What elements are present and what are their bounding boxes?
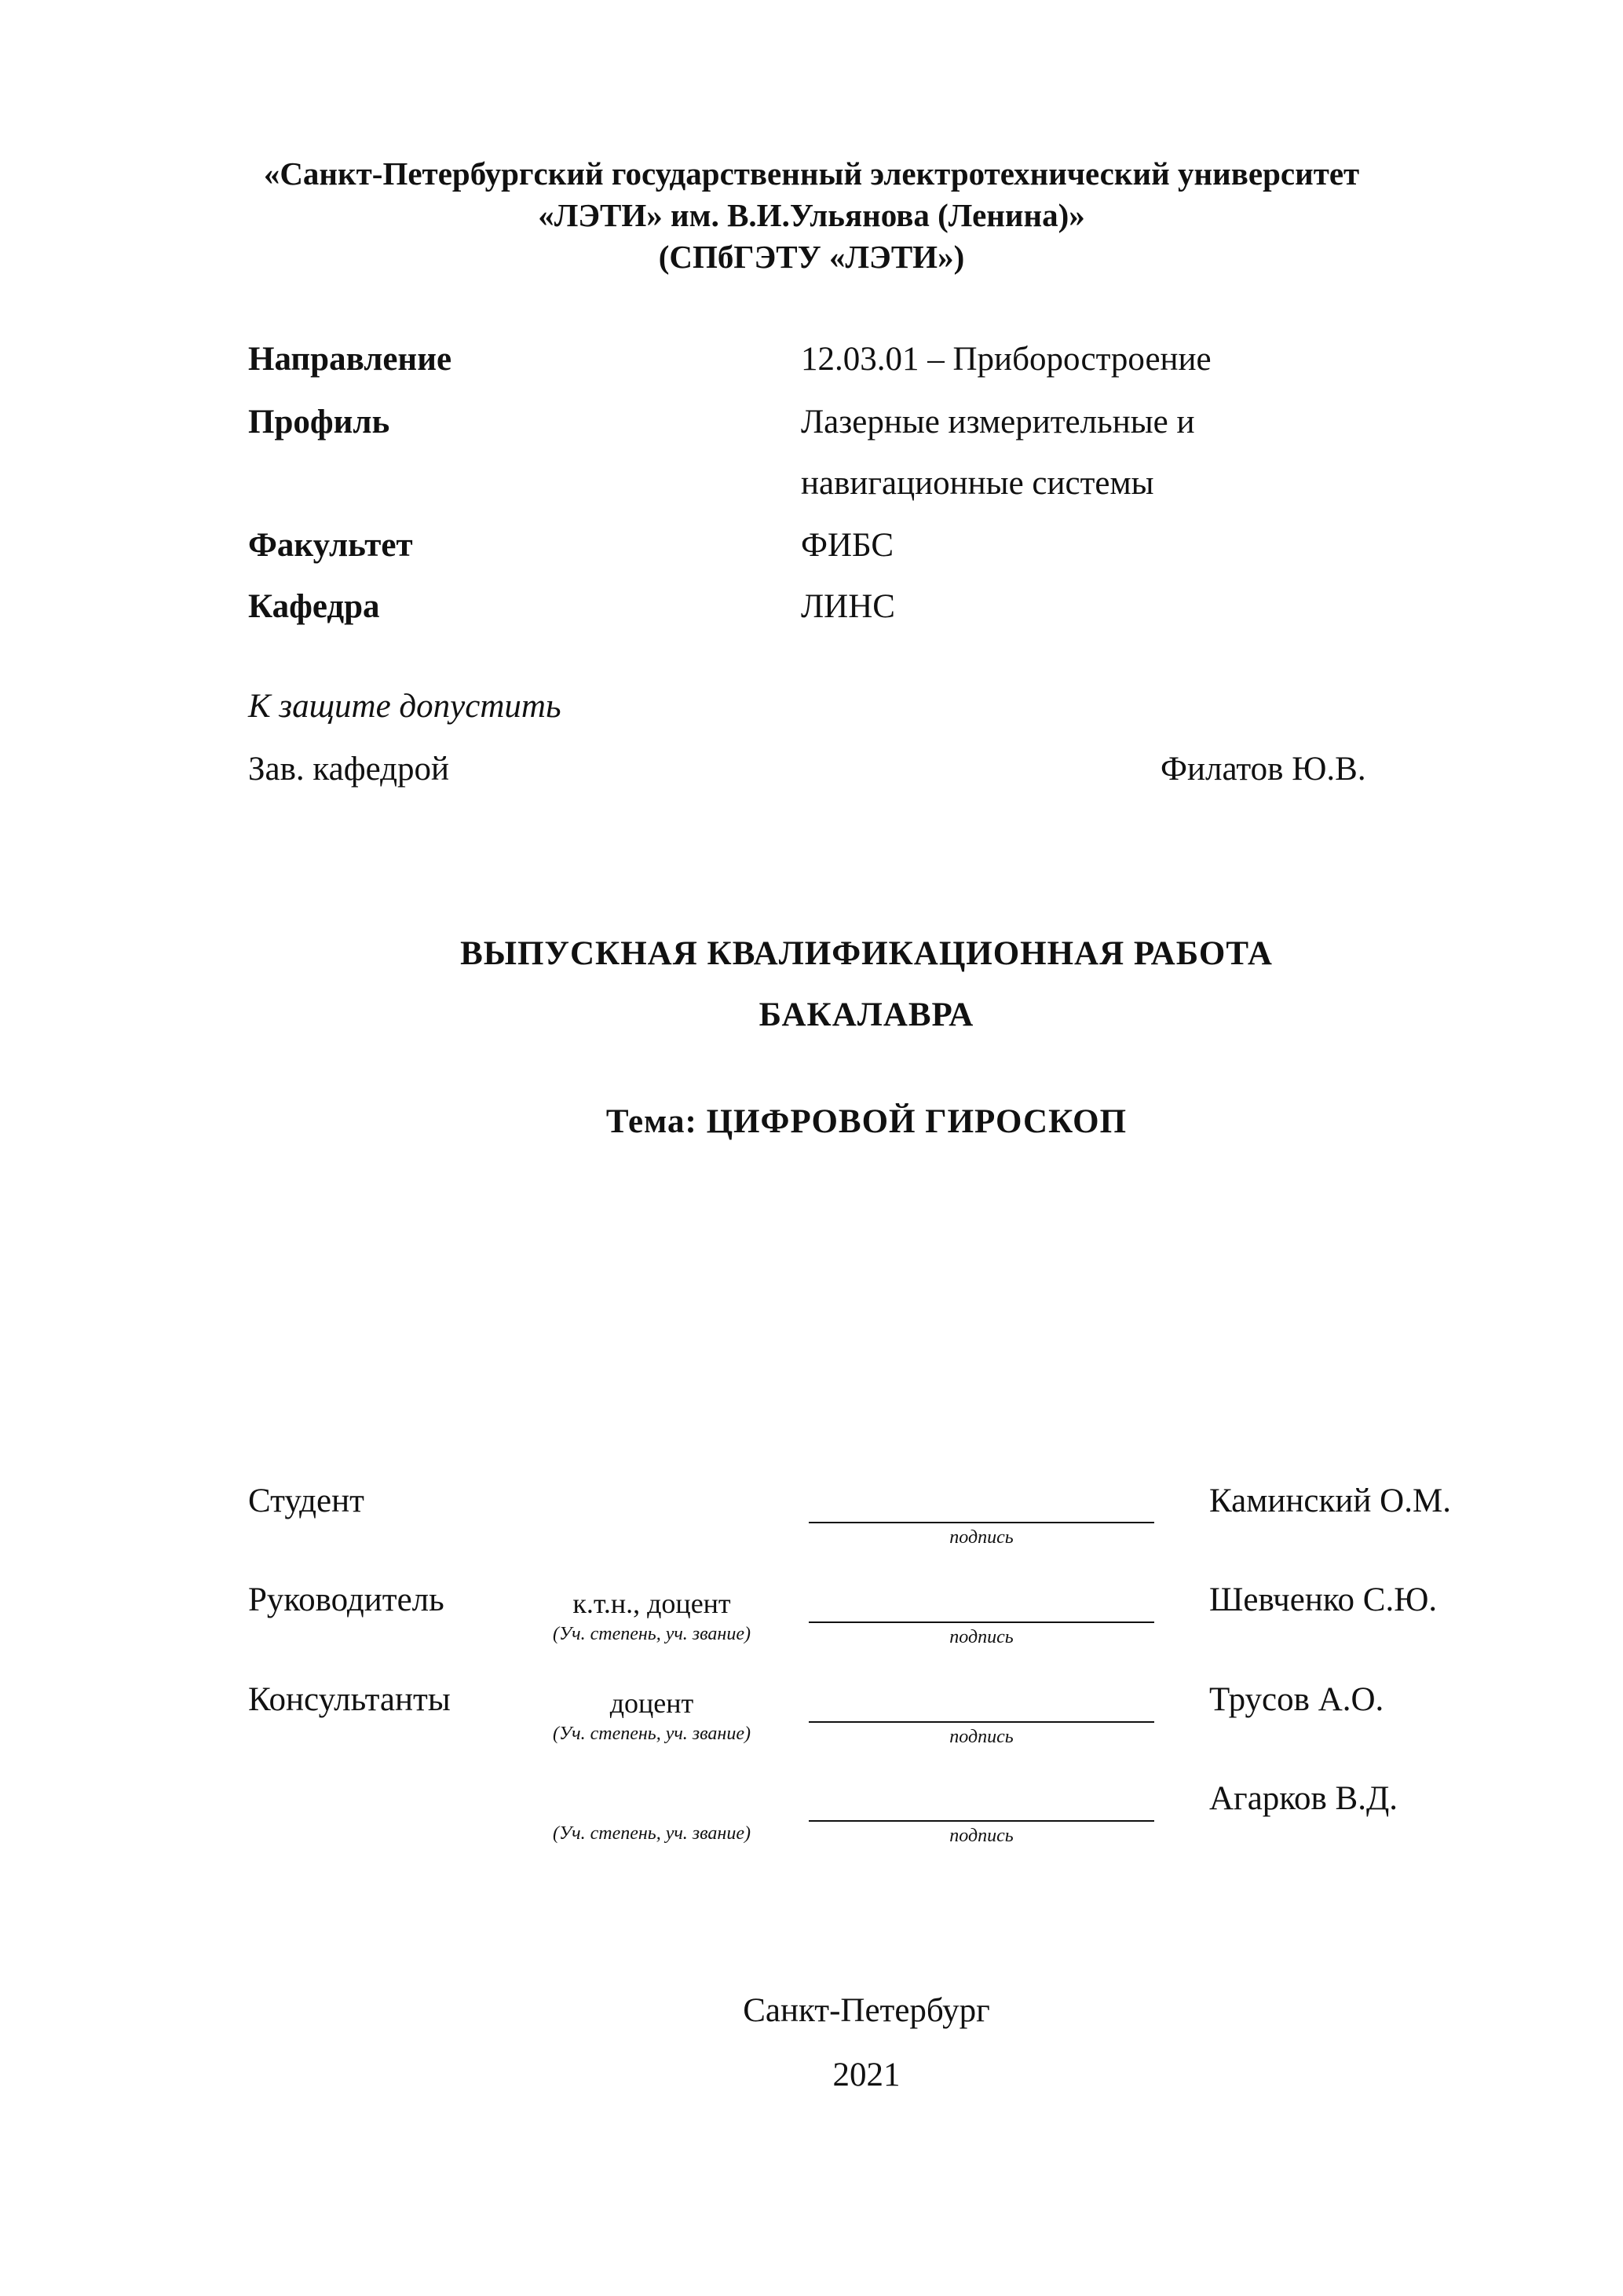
consultant-1-name: Трусов А.О. <box>1209 1681 1384 1718</box>
supervisor-role: Руководитель <box>248 1581 444 1618</box>
consultant-1-degree: доцент <box>609 1687 694 1719</box>
city: Санкт-Петербург <box>743 1992 990 2029</box>
department-head-name: Филатов Ю.В. <box>1161 751 1366 788</box>
profile-label: Профиль <box>248 404 390 441</box>
student-signature-hint: подпись <box>949 1527 1014 1548</box>
supervisor-degree-hint: (Уч. степень, уч. звание) <box>553 1624 751 1644</box>
year: 2021 <box>832 2057 901 2093</box>
student-name: Каминский О.М. <box>1209 1483 1451 1519</box>
consultants-role: Консультанты <box>248 1681 451 1718</box>
profile-value-line-1: Лазерные измерительные и <box>801 404 1195 441</box>
supervisor-degree: к.т.н., доцент <box>572 1588 731 1619</box>
university-name-line-2: «ЛЭТИ» им. В.И.Ульянова (Ленина)» <box>538 197 1085 233</box>
student-role: Студент <box>248 1483 364 1519</box>
consultant-2-degree-hint: (Уч. степень, уч. звание) <box>553 1823 751 1844</box>
consultant-1-signature-hint: подпись <box>949 1727 1014 1747</box>
thesis-title-line-1: ВЫПУСКНАЯ КВАЛИФИКАЦИОННАЯ РАБОТА <box>460 935 1273 972</box>
supervisor-signature-hint: подпись <box>949 1627 1014 1647</box>
consultant-1-degree-hint: (Уч. степень, уч. звание) <box>553 1724 751 1744</box>
consultant-2-signature-hint: подпись <box>949 1826 1014 1846</box>
department-head-role: Зав. кафедрой <box>248 751 450 788</box>
consultant-2-name: Агарков В.Д. <box>1209 1780 1398 1817</box>
thesis-topic: Тема: ЦИФРОВОЙ ГИРОСКОП <box>605 1103 1128 1140</box>
admission-label: К защите допустить <box>248 688 561 725</box>
supervisor-name: Шевченко С.Ю. <box>1209 1581 1438 1618</box>
faculty-value: ФИБС <box>801 527 894 564</box>
consultant-1-signature-line <box>809 1721 1154 1723</box>
university-name-line-1: «Санкт-Петербургский государственный электротехнический университет <box>263 155 1360 192</box>
department-label: Кафедра <box>248 588 380 625</box>
university-abbreviation: (СПбГЭТУ «ЛЭТИ») <box>658 239 965 275</box>
consultant-2-signature-line <box>809 1820 1154 1822</box>
thesis-title-line-2: БАКАЛАВРА <box>758 996 974 1033</box>
supervisor-signature-line <box>809 1621 1154 1623</box>
faculty-label: Факультет <box>248 527 413 564</box>
department-value: ЛИНС <box>801 588 895 625</box>
direction-value: 12.03.01 – Приборостроение <box>801 341 1212 378</box>
profile-value-line-2: навигационные системы <box>801 465 1154 502</box>
student-signature-line <box>809 1522 1154 1523</box>
direction-label: Направление <box>248 341 452 378</box>
